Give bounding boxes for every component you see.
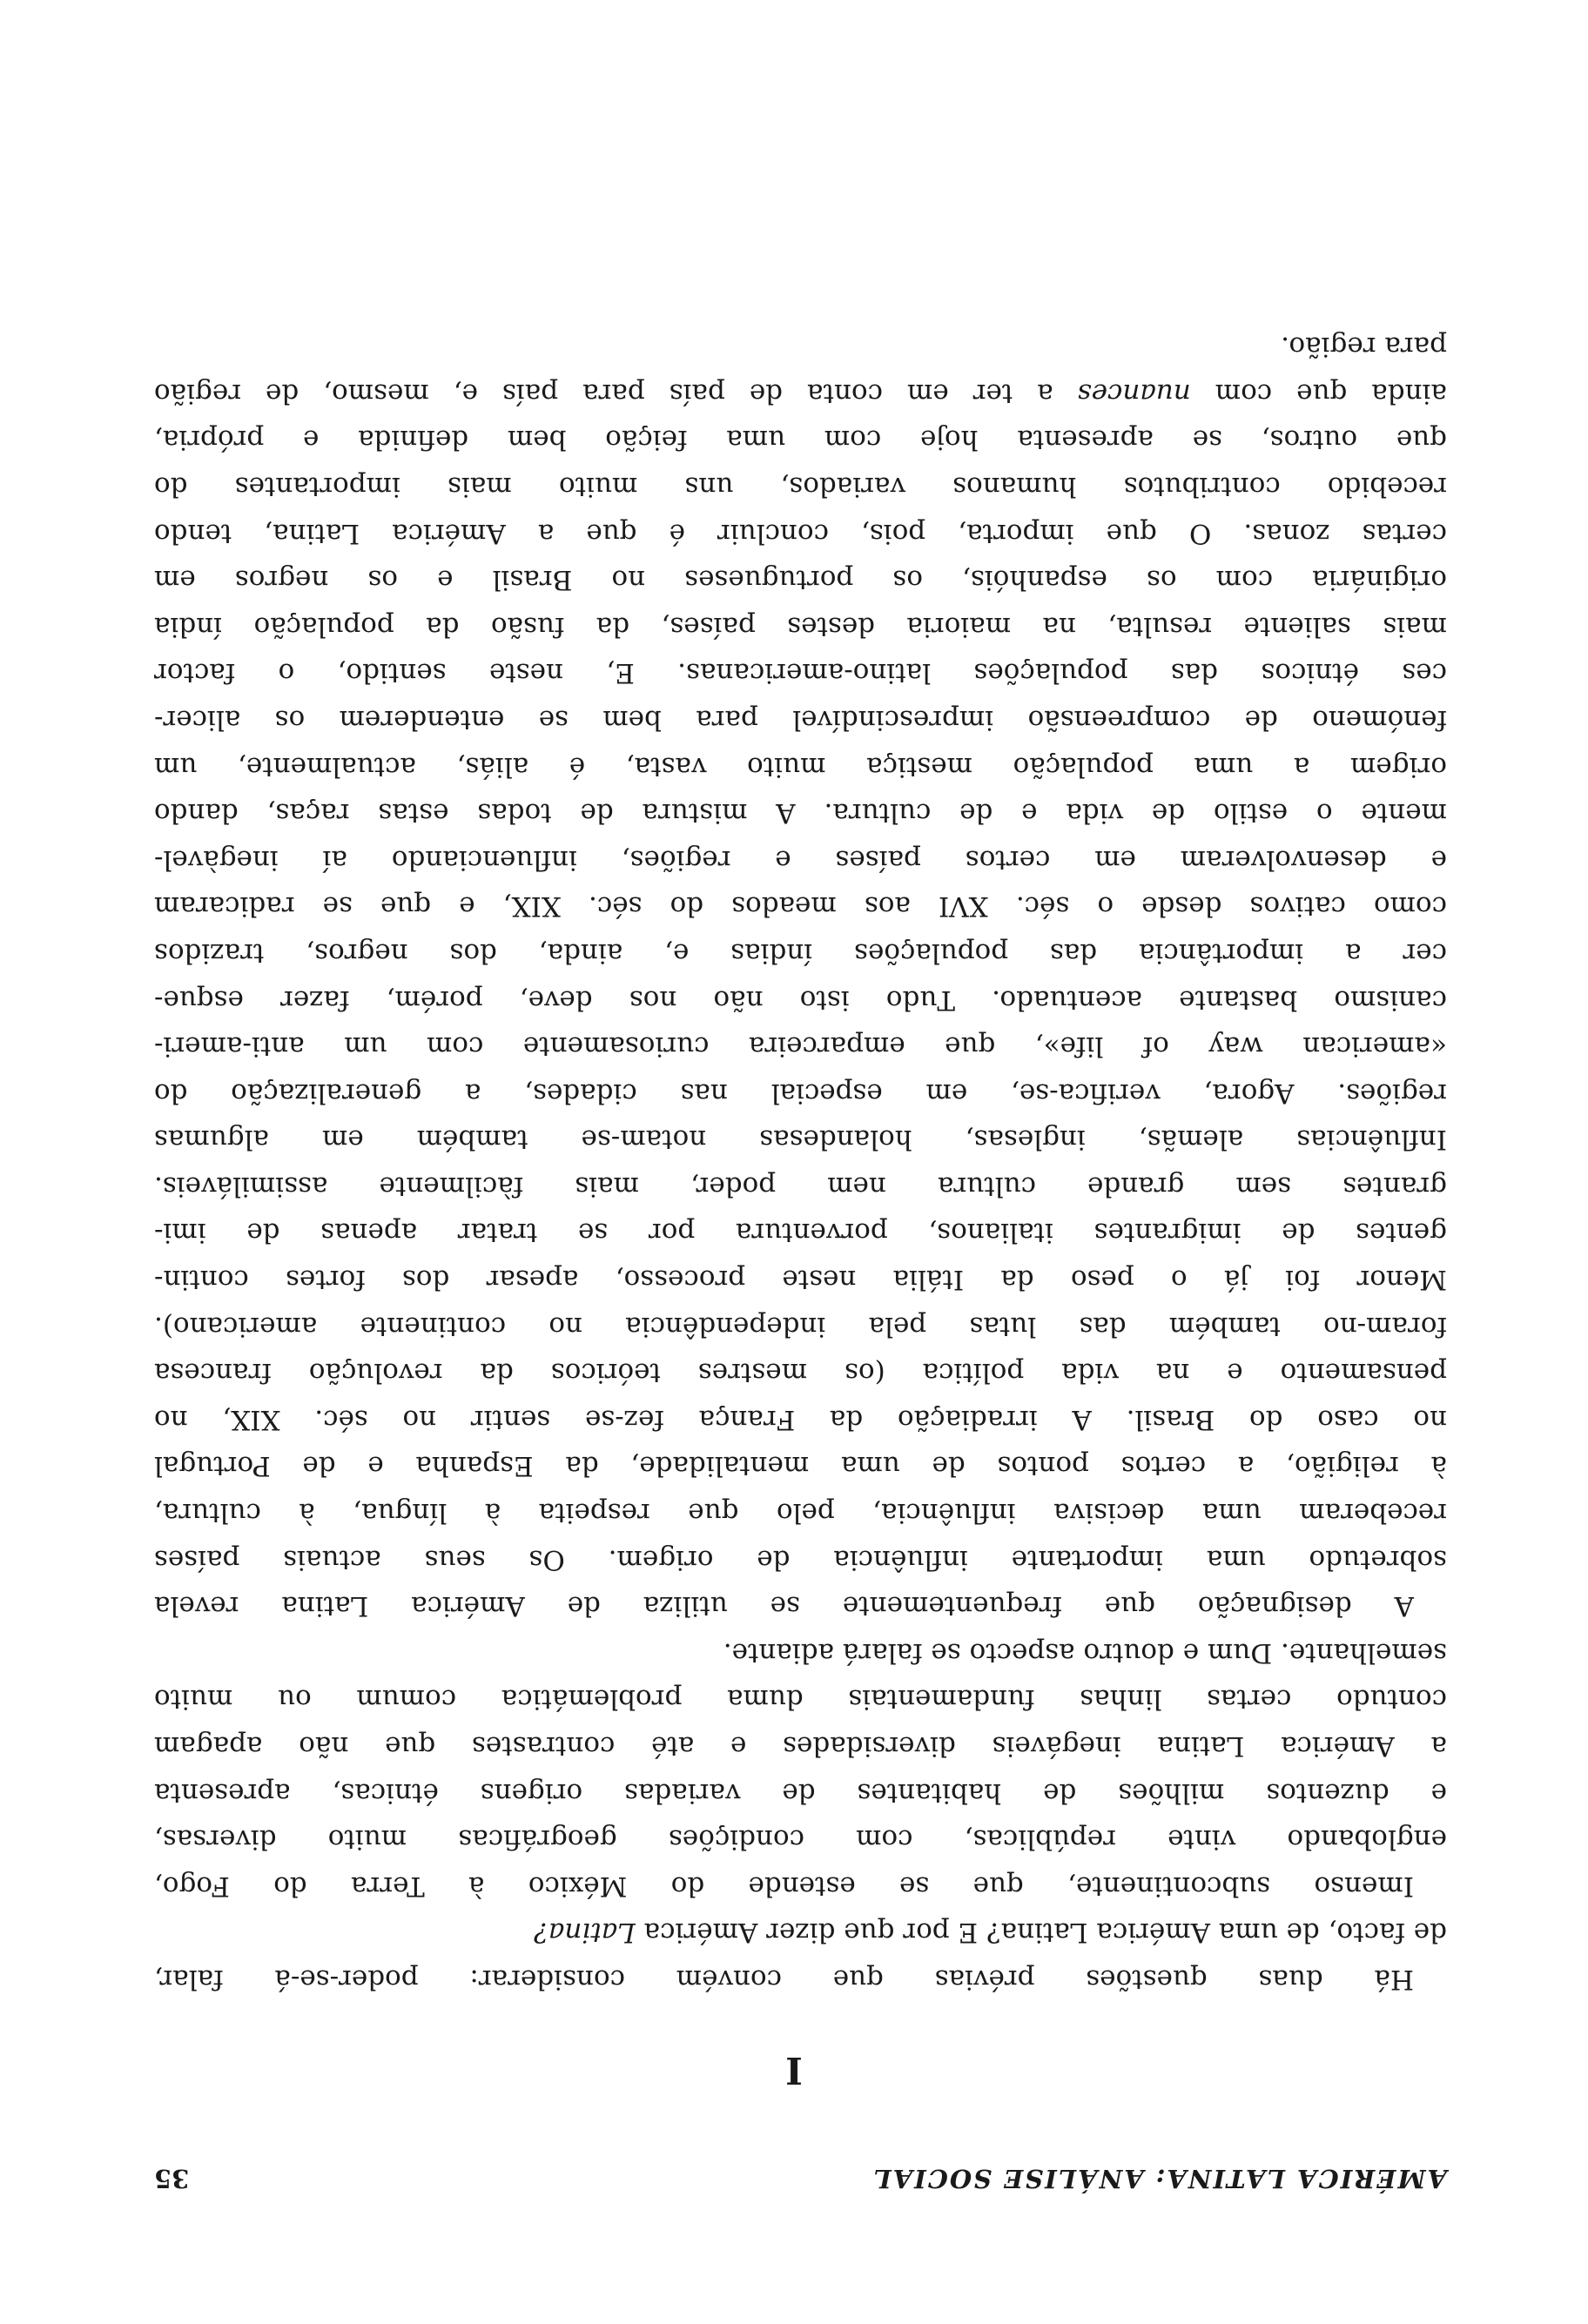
text-line: certas zonas. O que importa, pois, concluir é que a América Latina, tendo xyxy=(154,517,1447,549)
paragraph xyxy=(154,1909,1447,2002)
text-line: cer a importância das populações índias e, ainda, dos negros, trazidos xyxy=(154,937,1447,969)
text-line: no caso do Brasil. A irradiação da França fez-se sentir no séc. XIX, no xyxy=(154,1403,1447,1435)
text-line: A designação que frequentemente se utiliza de América Latina revela xyxy=(154,1590,1414,1622)
paragraph xyxy=(154,323,1447,1629)
text-line: recebido contributos humanos variados, uns muito mais importantes do xyxy=(154,471,1447,502)
text-line: e duzentos milhões de habitantes de variadas origens étnicas, apresenta xyxy=(154,1777,1447,1809)
text-line: receberam uma decisiva influência, pelo que respeita à língua, à cultura, xyxy=(154,1497,1447,1529)
text-line: mente o estilo de vida e de cultura. A mistura de todas estas raças, dando xyxy=(154,797,1447,830)
text-line: fenómeno de compreensão imprescindível para bem se entenderem os alicer- xyxy=(154,703,1447,735)
paragraph xyxy=(154,1629,1447,1909)
body-text xyxy=(154,323,1447,2002)
text-line: como cativos desde o séc. XVI aos meados do séc. XIX, e que se radicaram xyxy=(154,890,1447,923)
text-line: mais saliente resulta, na maioria destes países, da fusão da população índia xyxy=(154,610,1447,642)
text-line: a América Latina inegáveis diversidades e até contrastes que não apagam xyxy=(154,1730,1447,1763)
text-line: origem a uma população mestiça muito vasta, é aliás, actualmente, um xyxy=(154,750,1447,783)
text-line: sobretudo uma importante influência de origem. Os seus actuais países xyxy=(154,1543,1447,1575)
text-line: regiões. Agora, verifica-se, em especial nas cidades, a generalização do xyxy=(154,1077,1447,1109)
chapter-numeral: I xyxy=(785,2049,803,2092)
text-line: pensamento e na vida política (os mestres teóricos da revolução francesa xyxy=(154,1357,1447,1389)
text-line: originária com os espanhóis, os portugueses no Brasil e os negros em xyxy=(154,564,1447,596)
text-line: foram-no também das lutas pela independência no continente americano). xyxy=(154,1310,1447,1342)
text-line: para região. xyxy=(1281,331,1447,363)
text-line: que outros, se apresenta hoje com uma feição bem definida e própria, xyxy=(154,424,1447,456)
text-line: Menor foi já o peso da Itália neste processo, apesar dos fortes contin- xyxy=(154,1264,1447,1296)
text-line: de facto, de uma América Latina? E por que dizer América Latina? xyxy=(534,1917,1447,1949)
text-line: semelhante. Dum e doutro aspecto se falará adiante. xyxy=(723,1636,1447,1669)
running-title: AMÉRICA LATINA: ANÁLISE SOCIAL xyxy=(871,2164,1447,2193)
text-line: «american way of life», que emparceira curiosamente com um anti-ameri- xyxy=(154,1031,1447,1063)
text-line: gentes de imigrantes italianos, porventura por se tratar apenas de imi- xyxy=(154,1217,1447,1249)
italic-word: nuances xyxy=(1077,377,1191,409)
text-line: canismo bastante acentuado. Tudo isto não nos deve, porém, fazer esque- xyxy=(154,984,1447,1016)
text-line: englobando vinte repúblicas, com condições geográficas muito diversas, xyxy=(154,1824,1447,1856)
page-header xyxy=(154,2159,1447,2193)
text-line: grantes sem grande cultura nem poder, mais fàcilmente assimiláveis. xyxy=(154,1170,1447,1202)
text-line: Influências alemãs, inglesas, holandesas notam-se também em algumas xyxy=(154,1124,1447,1156)
text-line: Imenso subcontinente, que se estende do México à Terra do Fogo, xyxy=(154,1870,1414,1902)
text-line: e desenvolveram em certos países e regiões, influenciando aí inegàvel- xyxy=(154,843,1447,876)
text-line: Há duas questões prévias que convém considerar: poder-se-á falar, xyxy=(154,1964,1414,1995)
text-line: ces étnicos das populações latino-americanas. E, neste sentido, o factor xyxy=(154,657,1447,689)
page-number: 35 xyxy=(154,2164,190,2193)
italic-word: Latina? xyxy=(534,1917,636,1949)
text-line: contudo certas linhas fundamentais duma problemática comum ou muito xyxy=(154,1683,1447,1716)
text-line: à religião, a certos pontos de uma mentalidade, da Espanha e de Portugal xyxy=(154,1450,1447,1482)
text-line: ainda que com nuances a ter em conta de país para país e, mesmo, de região xyxy=(154,377,1447,409)
